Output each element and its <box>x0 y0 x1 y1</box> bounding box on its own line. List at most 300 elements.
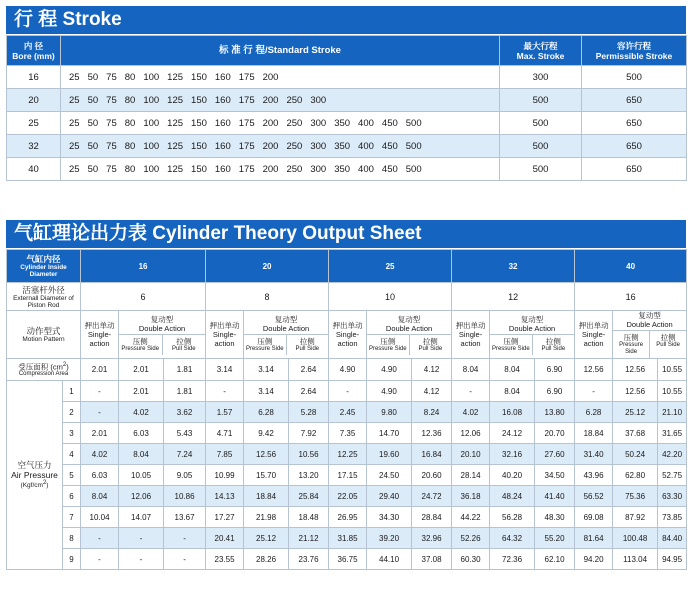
output-force-value: 20.60 <box>412 465 452 486</box>
stroke-value: 150 <box>191 71 207 83</box>
stroke-value: 75 <box>106 94 117 106</box>
standard-stroke-cell <box>61 66 500 89</box>
double-action-title <box>613 311 686 331</box>
bore-label-cn: 气缸内径 <box>26 254 61 264</box>
output-force-value: 31.40 <box>575 444 613 465</box>
pressure-value: 9 <box>63 549 81 570</box>
double-action-header <box>244 311 329 359</box>
output-force-value: 16.84 <box>412 444 452 465</box>
bore-20: 20 <box>206 250 329 283</box>
pressure-row <box>7 444 687 465</box>
max-stroke-cell: 500 <box>500 89 582 112</box>
area-value: 6.90 <box>535 359 575 381</box>
pull-cn: 拉侧 <box>660 333 676 342</box>
output-force-value: 100.48 <box>613 528 658 549</box>
output-force-value: 8.04 <box>81 486 119 507</box>
output-force-value: 94.20 <box>575 549 613 570</box>
stroke-value: 160 <box>214 94 231 106</box>
output-force-value: 69.08 <box>575 507 613 528</box>
output-force-value: 20.70 <box>535 423 575 444</box>
stroke-value: 500 <box>405 117 422 129</box>
double-action-header <box>367 311 452 359</box>
bore-label <box>7 250 81 283</box>
output-force-value: 44.22 <box>452 507 490 528</box>
output-force-value: 27.60 <box>535 444 575 465</box>
output-force-value: 72.36 <box>490 549 535 570</box>
stroke-value: 150 <box>191 140 207 152</box>
output-force-value: 94.95 <box>658 549 687 570</box>
output-force-value: 42.20 <box>658 444 687 465</box>
output-force-value: 50.24 <box>613 444 658 465</box>
pull-en: Pull Side <box>656 342 680 348</box>
output-force-value: 3.62 <box>164 402 206 423</box>
area-value: 3.14 <box>244 359 289 381</box>
motion-label <box>7 311 81 359</box>
permissible-stroke-header-en: Permissible Stroke <box>595 50 673 61</box>
double-en: Double Action <box>626 320 673 329</box>
area-value: 12.56 <box>575 359 613 381</box>
single-cn: 押出单动 <box>455 321 486 330</box>
motion-row <box>7 311 687 359</box>
standard-stroke-cell <box>61 89 500 112</box>
bore-label-en: Cylinder Inside Diameter <box>20 264 67 278</box>
output-force-value: 16.08 <box>490 402 535 423</box>
standard-stroke-cell <box>61 112 500 135</box>
bore-cell: 25 <box>7 112 61 135</box>
output-force-value: 52.75 <box>658 465 687 486</box>
output-force-value: 23.55 <box>206 549 244 570</box>
output-force-value: 18.84 <box>575 423 613 444</box>
stroke-value: 200 <box>262 71 279 83</box>
stroke-row <box>7 89 687 112</box>
pressure-side-header <box>119 335 163 355</box>
output-section-title: 气缸理论出力表 Cylinder Theory Output Sheet <box>6 220 686 248</box>
bore-header <box>7 36 61 66</box>
stroke-value: 450 <box>381 117 398 129</box>
rod-value: 6 <box>81 283 206 311</box>
output-force-value: 21.10 <box>658 402 687 423</box>
stroke-value: 500 <box>405 140 422 152</box>
pressure-row <box>7 507 687 528</box>
pull-side-header <box>533 335 575 355</box>
output-force-value: - <box>329 381 367 402</box>
stroke-value: 125 <box>167 71 184 83</box>
stroke-value: 100 <box>143 117 160 129</box>
output-force-value: 56.28 <box>490 507 535 528</box>
stroke-value: 400 <box>358 117 374 129</box>
permissible-stroke-header-cn: 容许行程 <box>616 40 651 51</box>
single-cn: 押出单动 <box>84 321 115 330</box>
output-force-value: 36.75 <box>329 549 367 570</box>
double-action-header <box>490 311 575 359</box>
pressure-row <box>7 423 687 444</box>
stroke-value: 80 <box>124 117 136 129</box>
stroke-value: 400 <box>358 163 374 175</box>
output-force-value: 84.40 <box>658 528 687 549</box>
output-force-value: 36.18 <box>452 486 490 507</box>
double-en: Double Action <box>385 323 433 333</box>
output-force-value: 5.43 <box>164 423 206 444</box>
output-force-value: - <box>119 549 164 570</box>
stroke-value: 300 <box>310 94 327 106</box>
permissible-stroke-cell: 650 <box>582 112 687 135</box>
bore-32: 32 <box>452 250 575 283</box>
output-force-value: 12.25 <box>329 444 367 465</box>
air-pressure-cn: 空气压力 <box>17 460 52 471</box>
output-force-value: 81.64 <box>575 528 613 549</box>
output-force-value: 10.99 <box>206 465 244 486</box>
stroke-row <box>7 158 687 181</box>
area-value: 4.90 <box>367 359 412 381</box>
stroke-value: 100 <box>143 163 160 175</box>
area-value: 2.01 <box>119 359 164 381</box>
stroke-row <box>7 112 687 135</box>
single-action-header <box>81 311 119 359</box>
output-force-value: 4.71 <box>206 423 244 444</box>
air-unit-sup: 2 <box>42 480 47 487</box>
output-force-value: 6.28 <box>575 402 613 423</box>
pull-cn: 拉侧 <box>545 336 561 346</box>
output-force-value: - <box>81 402 119 423</box>
pressure-row <box>7 528 687 549</box>
output-force-value: 10.55 <box>658 381 687 402</box>
output-force-value: - <box>206 381 244 402</box>
pressure-en: Pressure Side <box>619 342 644 355</box>
output-force-value: 32.16 <box>490 444 535 465</box>
output-force-value: 25.84 <box>289 486 329 507</box>
output-force-value: - <box>575 381 613 402</box>
output-force-value: 1.57 <box>206 402 244 423</box>
compression-area-label <box>7 359 81 381</box>
permissible-stroke-cell: 650 <box>582 135 687 158</box>
permissible-stroke-header <box>582 36 687 66</box>
output-force-value: 34.50 <box>535 465 575 486</box>
output-force-value: 9.80 <box>367 402 412 423</box>
pressure-en: Pressure Side <box>245 345 284 352</box>
bore-16: 16 <box>81 250 206 283</box>
double-action-header <box>119 311 206 359</box>
output-force-value: 6.28 <box>244 402 289 423</box>
area-value: 4.12 <box>412 359 452 381</box>
output-force-value: 39.20 <box>367 528 412 549</box>
bore-cell: 20 <box>7 89 61 112</box>
stroke-value: 150 <box>191 117 207 129</box>
output-force-value: 28.84 <box>412 507 452 528</box>
stroke-value: 75 <box>106 117 117 129</box>
pull-cn: 拉侧 <box>422 336 438 346</box>
rod-value: 12 <box>452 283 575 311</box>
output-force-value: 10.05 <box>119 465 164 486</box>
pull-cn: 拉侧 <box>299 336 315 346</box>
double-cn: 复动型 <box>274 314 298 324</box>
pressure-value: 2 <box>63 402 81 423</box>
stroke-value: 175 <box>238 163 255 175</box>
single-cn: 押出单动 <box>578 321 609 330</box>
output-force-value: 29.40 <box>367 486 412 507</box>
output-force-value: 7.92 <box>289 423 329 444</box>
output-force-value: 10.04 <box>81 507 119 528</box>
compression-area-label-cn <box>7 361 80 372</box>
output-force-value: 75.36 <box>613 486 658 507</box>
max-stroke-cell: 500 <box>500 135 582 158</box>
output-force-value: 1.81 <box>164 381 206 402</box>
single-en: Single-action <box>458 330 483 348</box>
stroke-value: 400 <box>358 140 374 152</box>
output-force-value: 73.85 <box>658 507 687 528</box>
double-action-title <box>244 315 328 335</box>
pressure-row <box>7 486 687 507</box>
output-force-value: 48.24 <box>490 486 535 507</box>
pressure-cn: 压侧 <box>380 336 396 346</box>
output-force-value: 3.14 <box>244 381 289 402</box>
output-force-value: 13.67 <box>164 507 206 528</box>
output-force-value: 7.35 <box>329 423 367 444</box>
stroke-value: 250 <box>286 94 303 106</box>
pressure-en: Pressure Side <box>491 345 530 352</box>
stroke-value: 50 <box>87 140 99 152</box>
pressure-value: 1 <box>63 381 81 402</box>
single-cn: 押出单动 <box>209 321 240 330</box>
stroke-value: 500 <box>405 163 422 175</box>
stroke-value: 200 <box>262 117 279 129</box>
air-pressure-unit <box>7 480 62 489</box>
output-force-value: 41.40 <box>535 486 575 507</box>
output-force-value: 13.20 <box>289 465 329 486</box>
single-en: Single-action <box>212 330 237 348</box>
pressure-row <box>7 402 687 423</box>
stroke-value: 160 <box>214 117 231 129</box>
pressure-row <box>7 549 687 570</box>
output-force-value: 2.01 <box>81 423 119 444</box>
stroke-value: 50 <box>87 94 99 106</box>
double-action-sides <box>490 335 574 355</box>
stroke-value: 350 <box>334 140 351 152</box>
pull-side-header <box>163 335 206 355</box>
stroke-row <box>7 66 687 89</box>
max-stroke-header-en: Max. Stroke <box>516 50 565 61</box>
stroke-value: 150 <box>191 163 207 175</box>
stroke-value: 175 <box>238 71 255 83</box>
compression-area-label-en: Compression Area <box>18 371 69 378</box>
stroke-value: 25 <box>69 94 80 106</box>
pressure-row <box>7 381 687 402</box>
rod-value: 10 <box>329 283 452 311</box>
stroke-value: 250 <box>286 163 303 175</box>
air-pressure-label <box>7 381 63 570</box>
output-force-value: - <box>164 528 206 549</box>
pull-en: Pull Side <box>418 345 443 352</box>
stroke-value: 100 <box>143 94 160 106</box>
output-force-value: 21.12 <box>289 528 329 549</box>
output-force-value: 18.84 <box>244 486 289 507</box>
bore-40: 40 <box>575 250 687 283</box>
double-cn: 复动型 <box>520 314 544 324</box>
pressure-value: 5 <box>63 465 81 486</box>
output-force-value: 8.24 <box>412 402 452 423</box>
stroke-value: 160 <box>214 163 231 175</box>
single-action-header <box>329 311 367 359</box>
air-unit-text: (Kgf/cm <box>20 482 43 490</box>
output-force-value: 12.06 <box>452 423 490 444</box>
pressure-cn: 压侧 <box>257 336 273 346</box>
standard-stroke-header: 标 准 行 程/Standard Stroke <box>61 36 500 66</box>
output-force-value: - <box>164 549 206 570</box>
pressure-en: Pressure Side <box>368 345 407 352</box>
max-stroke-cell: 300 <box>500 66 582 89</box>
stroke-value: 175 <box>238 117 255 129</box>
output-force-value: 17.27 <box>206 507 244 528</box>
pressure-row <box>7 465 687 486</box>
output-force-value: 31.65 <box>658 423 687 444</box>
output-force-value: 10.56 <box>289 444 329 465</box>
air-unit-close: ) <box>46 482 49 490</box>
stroke-value: 125 <box>167 94 184 106</box>
stroke-value: 250 <box>286 140 303 152</box>
output-force-value: 4.90 <box>367 381 412 402</box>
bore-row <box>7 250 687 283</box>
output-force-value: 40.20 <box>490 465 535 486</box>
max-stroke-cell: 500 <box>500 158 582 181</box>
pressure-side-header <box>490 335 533 355</box>
output-force-value: 24.12 <box>490 423 535 444</box>
stroke-value: 50 <box>87 71 99 83</box>
output-force-value: 22.05 <box>329 486 367 507</box>
output-force-value: 19.60 <box>367 444 412 465</box>
pressure-en: Pressure Side <box>121 345 160 352</box>
stroke-value: 350 <box>334 117 351 129</box>
stroke-value: 175 <box>238 94 255 106</box>
output-force-value: - <box>81 381 119 402</box>
area-value: 1.81 <box>164 359 206 381</box>
output-force-value: 37.08 <box>412 549 452 570</box>
pull-en: Pull Side <box>171 345 196 352</box>
area-value: 8.04 <box>452 359 490 381</box>
area-value: 10.55 <box>658 359 687 381</box>
stroke-value: 100 <box>143 140 160 152</box>
pull-side-header <box>287 335 329 355</box>
output-force-value: 24.50 <box>367 465 412 486</box>
area-value: 8.04 <box>490 359 535 381</box>
output-force-value: 15.70 <box>244 465 289 486</box>
pressure-cn: 压侧 <box>623 333 639 342</box>
stroke-value: 25 <box>69 140 80 152</box>
output-force-value: 9.05 <box>164 465 206 486</box>
compression-area-row <box>7 359 687 381</box>
output-force-value: 62.10 <box>535 549 575 570</box>
output-force-value: 2.64 <box>289 381 329 402</box>
single-cn: 押出单动 <box>332 321 363 330</box>
output-force-value: 43.96 <box>575 465 613 486</box>
bore-cell: 40 <box>7 158 61 181</box>
stroke-table <box>6 35 687 181</box>
stroke-value: 125 <box>167 163 184 175</box>
pressure-side-header <box>244 335 287 355</box>
stroke-value: 80 <box>124 140 136 152</box>
stroke-value: 160 <box>214 71 231 83</box>
output-force-value: 7.85 <box>206 444 244 465</box>
output-force-value: 25.12 <box>613 402 658 423</box>
area-value: 3.14 <box>206 359 244 381</box>
output-force-value: 87.92 <box>613 507 658 528</box>
single-en: Single-action <box>581 330 606 348</box>
stroke-header-row <box>7 36 687 66</box>
double-action-title <box>367 315 451 335</box>
pressure-value: 6 <box>63 486 81 507</box>
double-cn: 复动型 <box>150 314 174 324</box>
output-force-value: 4.02 <box>452 402 490 423</box>
area-label-text: 受压面积 (cm <box>18 362 63 372</box>
double-cn: 复动型 <box>638 311 661 320</box>
output-force-value: 52.26 <box>452 528 490 549</box>
output-force-value: 6.03 <box>119 423 164 444</box>
pressure-cn: 压侧 <box>132 336 148 346</box>
output-force-value: 8.04 <box>490 381 535 402</box>
output-force-value: 48.30 <box>535 507 575 528</box>
pull-en: Pull Side <box>295 345 320 352</box>
output-force-value: 4.12 <box>412 381 452 402</box>
output-force-value: - <box>119 528 164 549</box>
double-action-sides <box>244 335 328 355</box>
stroke-value: 300 <box>310 117 327 129</box>
stroke-row <box>7 135 687 158</box>
output-force-value: 62.80 <box>613 465 658 486</box>
stroke-value: 160 <box>214 140 231 152</box>
motion-label-cn: 动作型式 <box>26 326 61 336</box>
area-value: 4.90 <box>329 359 367 381</box>
max-stroke-header <box>500 36 582 66</box>
output-force-value: 14.13 <box>206 486 244 507</box>
output-force-value: 37.68 <box>613 423 658 444</box>
double-en: Double Action <box>262 323 310 333</box>
stroke-value: 200 <box>262 163 279 175</box>
motion-label-en: Motion Pattern <box>22 336 65 343</box>
output-force-value: 113.04 <box>613 549 658 570</box>
output-force-value: 17.15 <box>329 465 367 486</box>
pull-en: Pull Side <box>541 345 566 352</box>
output-force-value: 60.30 <box>452 549 490 570</box>
stroke-value: 200 <box>262 140 279 152</box>
pressure-value: 4 <box>63 444 81 465</box>
stroke-value: 75 <box>106 140 117 152</box>
bore-header-cn: 内 径 <box>23 40 44 51</box>
stroke-value: 125 <box>167 117 184 129</box>
output-force-value: 20.41 <box>206 528 244 549</box>
pressure-value: 7 <box>63 507 81 528</box>
standard-stroke-cell <box>61 135 500 158</box>
output-force-value: 7.24 <box>164 444 206 465</box>
rod-value: 16 <box>575 283 687 311</box>
area-value: 2.01 <box>81 359 119 381</box>
output-force-value: 6.90 <box>535 381 575 402</box>
pressure-side-header <box>613 331 650 358</box>
output-force-value: 12.56 <box>244 444 289 465</box>
area-value: 2.64 <box>289 359 329 381</box>
output-force-value: 8.04 <box>119 444 164 465</box>
stroke-value: 25 <box>69 163 80 175</box>
output-force-value: 4.02 <box>81 444 119 465</box>
output-force-value: 20.10 <box>452 444 490 465</box>
stroke-value: 80 <box>124 94 136 106</box>
output-force-value: 5.28 <box>289 402 329 423</box>
output-force-value: 31.85 <box>329 528 367 549</box>
output-force-value: 28.26 <box>244 549 289 570</box>
output-force-value: 2.01 <box>119 381 164 402</box>
output-force-value: 34.30 <box>367 507 412 528</box>
single-en: Single-action <box>335 330 360 348</box>
stroke-value: 100 <box>143 71 160 83</box>
single-action-header <box>575 311 613 359</box>
stroke-value: 350 <box>334 163 351 175</box>
